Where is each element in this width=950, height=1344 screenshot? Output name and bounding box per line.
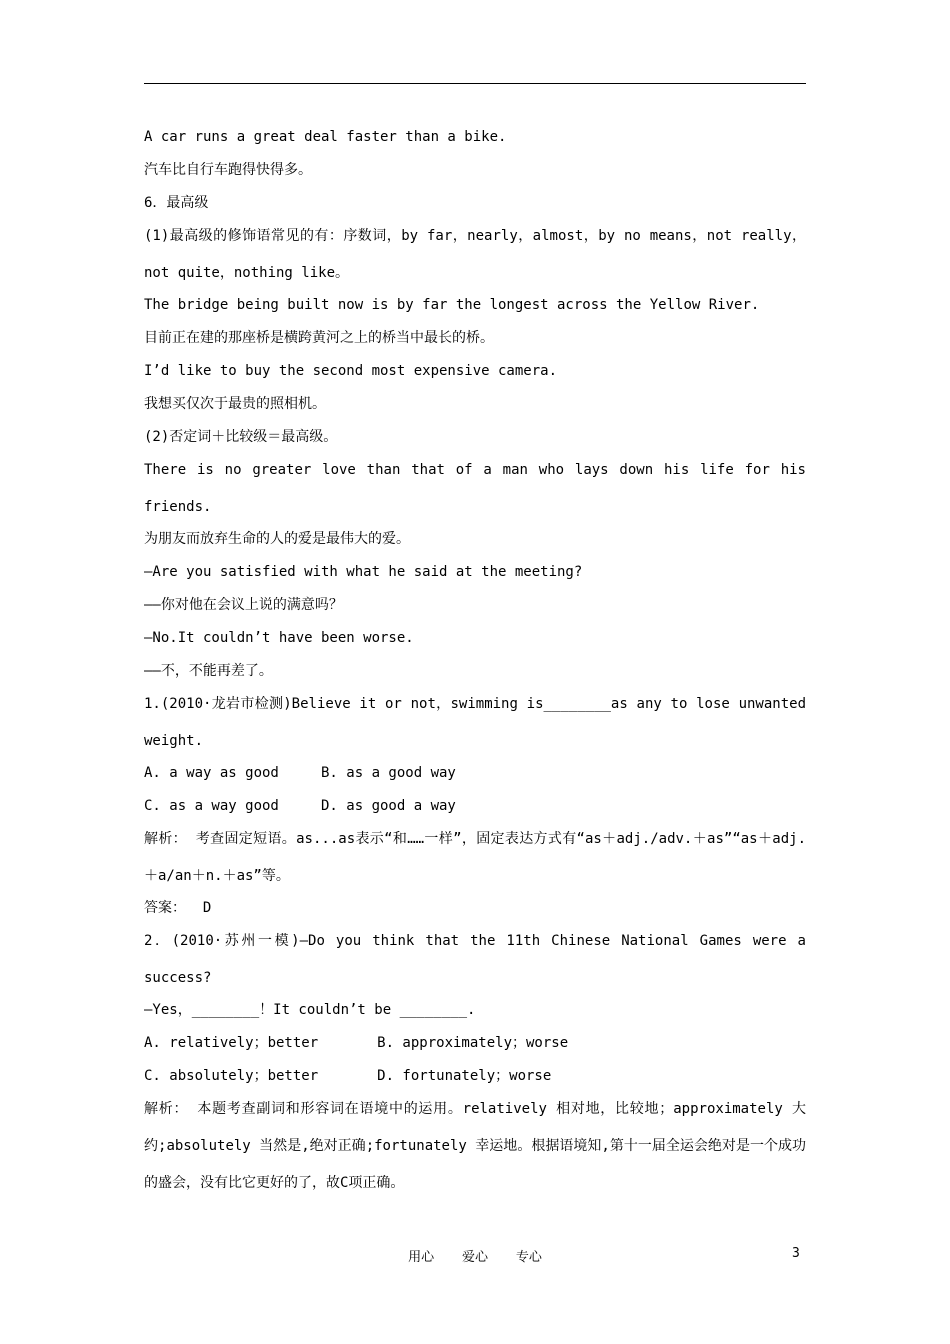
example-translation: 汽车比自行车跑得快得多。	[144, 162, 312, 178]
page-footer	[0, 1246, 950, 1265]
dialogue-line: —Are you satisfied with what he said at the meeting?	[144, 564, 583, 580]
page-number: 3	[792, 1246, 800, 1261]
footer-item: 爱心	[461, 1250, 488, 1265]
footer-item: 专心	[515, 1250, 542, 1265]
rule-paragraph: (1)最高级的修饰语常见的有：序数词，by far，nearly，almost，by no means，not really，not quite，nothing like。	[144, 228, 806, 281]
example-translation: 我想买仅次于最贵的照相机。	[144, 396, 326, 412]
question-2: 2．(2010·苏州一模)—Do you think that the 11th Chinese National Games were a success?	[144, 933, 806, 986]
question-1-answer: 答案： D	[144, 900, 212, 916]
example-translation: 为朋友而放弃生命的人的爱是最伟大的爱。	[144, 531, 410, 547]
example-sentence: The bridge being built now is by far the longest across the Yellow River.	[144, 297, 760, 313]
section-heading: 6．最高级	[144, 195, 209, 211]
question-2-stem: —Yes，________！It couldn’t be ________.	[144, 1002, 476, 1018]
footer-item: 用心	[408, 1250, 435, 1265]
question-2-options-ab: A. relatively；better B. approximately；worse	[144, 1035, 569, 1051]
question-1-options-cd: C. as a way good D. as good a way	[144, 798, 456, 814]
page-body	[144, 124, 806, 1202]
question-2-analysis: 解析： 本题考查副词和形容词在语境中的运用。relatively 相对地，比较地；approximately 大约;absolutely 当然是,绝对正确;fortunately 幸运地。根据语境知,第十一届全运会绝对是一个成功的盛会，没有比它更好的了，故C项正确。	[144, 1101, 806, 1191]
dialogue-line: —No.It couldn’t have been worse.	[144, 630, 414, 646]
rule-paragraph: (2)否定词＋比较级＝最高级。	[144, 429, 338, 445]
example-sentence: A car runs a great deal faster than a bike.	[144, 129, 507, 145]
question-2-options-cd: C. absolutely；better D. fortunately；worse	[144, 1068, 552, 1084]
header-rule	[144, 83, 806, 84]
question-1-analysis: 解析： 考查固定短语。as...as表示“和……一样”，固定表达方式有“as＋adj./adv.＋as”“as＋adj.＋a/an＋n.＋as”等。	[144, 831, 806, 884]
dialogue-translation: ——你对他在会议上说的满意吗？	[144, 597, 343, 613]
question-1: 1.(2010·龙岩市检测)Believe it or not，swimming is________as any to lose unwanted weight.	[144, 696, 806, 749]
example-sentence: There is no greater love than that of a man who lays down his life for his friends.	[144, 462, 806, 515]
example-sentence: I’d like to buy the second most expensive camera.	[144, 363, 558, 379]
example-translation: 目前正在建的那座桥是横跨黄河之上的桥当中最长的桥。	[144, 330, 494, 346]
dialogue-translation: ——不，不能再差了。	[144, 663, 273, 679]
question-1-options-ab: A. a way as good B. as a good way	[144, 765, 456, 781]
